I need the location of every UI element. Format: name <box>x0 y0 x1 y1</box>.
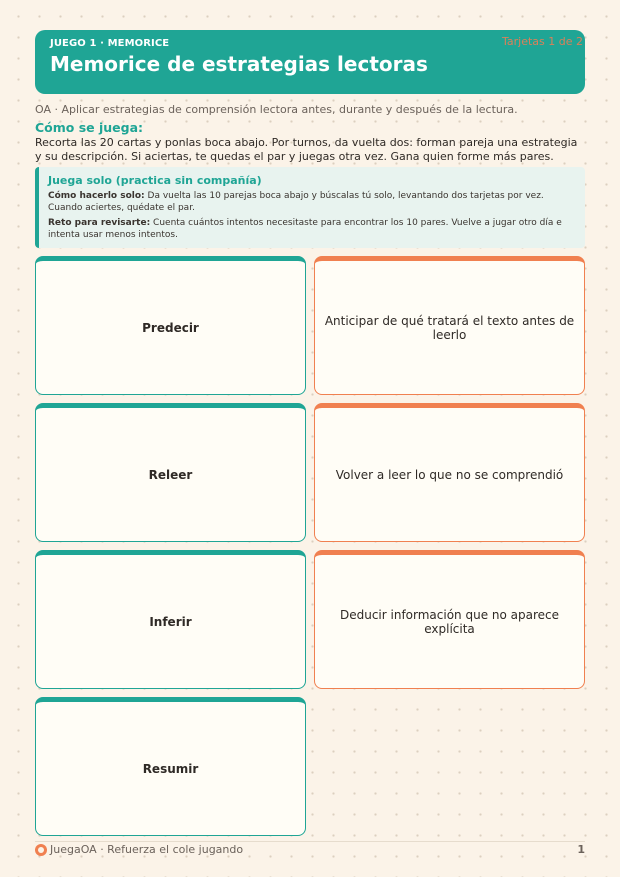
howto-title: Cómo se juega: <box>35 120 144 135</box>
solo-title: Juega solo (practica sin compañía) <box>48 174 262 187</box>
sheet-tag: Tarjetas 1 de 2 <box>501 35 583 48</box>
strategy-card: Inferir <box>35 550 306 689</box>
howto-text: Recorta las 20 cartas y ponlas boca abajo. Por turnos, da vuelta dos: forman pareja una estrategia y su descripción. Si aciertas, te quedas el par y juegas otra vez. Gana quien forme más pares. <box>35 136 578 163</box>
description-card: Anticipar de qué tratará el texto antes de leerlo <box>314 256 585 395</box>
strategy-card: Predecir <box>35 256 306 395</box>
page-number: 1 <box>577 843 585 856</box>
brand-logo-icon <box>35 844 47 856</box>
solo-challenge-text: Cuenta cuántos intentos necesitaste para encontrar los 10 pares. Vuelve a jugar otro día e intenta usar menos intentos. <box>48 218 562 240</box>
description-card: Volver a leer lo que no se comprendió <box>314 403 585 542</box>
header-banner <box>35 30 585 94</box>
solo-how-text: Da vuelta las 10 parejas boca abajo y búscalas tú solo, levantando dos tarjetas por vez. Cuando aciertes, quédate el par. <box>48 191 544 213</box>
solo-how-label: Cómo hacerlo solo: <box>48 191 145 201</box>
footer-divider <box>35 841 585 842</box>
strategy-card: Releer <box>35 403 306 542</box>
solo-challenge-label: Reto para revisarte: <box>48 218 151 228</box>
page-title: Memorice de estrategias lectoras <box>50 52 428 76</box>
strategy-card: Resumir <box>35 697 306 836</box>
solo-challenge <box>48 217 575 241</box>
solo-how <box>48 190 575 214</box>
footer-brand: JuegaOA · Refuerza el cole jugando <box>50 843 244 856</box>
solo-play-box <box>35 167 585 248</box>
game-kicker: JUEGO 1 · MEMORICE <box>50 38 170 49</box>
learning-objective: OA · Aplicar estrategias de comprensión lectora antes, durante y después de la lectura. <box>35 103 518 116</box>
description-card: Deducir información que no aparece explícita <box>314 550 585 689</box>
